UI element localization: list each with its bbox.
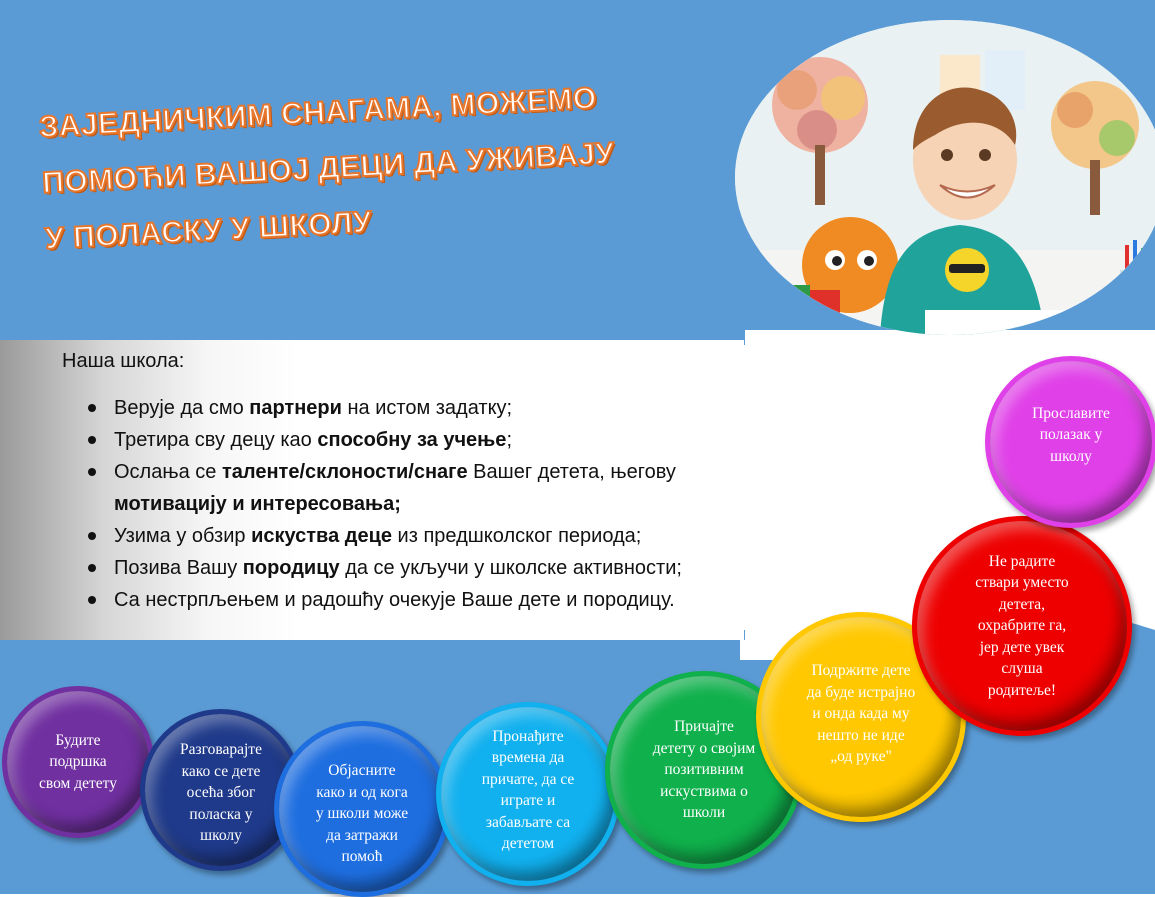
info-item-bold-text: мотивацију и интересовања; [114,493,401,515]
info-item-text: Позива Вашу [114,557,243,579]
headline-line-1: ЗАЈЕДНИЧКИМ СНАГАМА, МОЖЕМО [38,81,598,144]
tip-text-line: школи [682,804,726,822]
tip-text-line: слуша [1001,660,1043,678]
info-panel [0,340,744,640]
tip-text [653,716,756,824]
info-item-text: Верује да смо [114,397,250,419]
bullet-icon [88,532,96,540]
info-item-text: Вашег детета, његову [467,461,676,483]
info-item-text: да се укључи у школске активности; [339,557,682,579]
tip-text [807,660,915,768]
tip-text [180,739,262,847]
tip-text-line: и онда када му [812,705,910,723]
info-list-item [88,392,738,424]
tip-text-line: свом детету [39,774,117,792]
bullet-icon [88,596,96,604]
tip-text-line: дететом [501,835,555,852]
info-list [88,392,738,616]
tip-text-line: искуствима о [660,782,748,800]
tip-text-line: нешто не иде [817,726,905,744]
tip-circle [274,721,450,897]
tip-text-line: поласка у [189,805,253,823]
tip-text-line: позитивним [664,761,744,779]
tip-text-line: ствари уместо [975,574,1069,592]
tip-text-line: у школи може [315,805,409,823]
info-list-item [88,424,738,456]
info-item-bold-text: породицу [242,557,340,579]
tip-text-line: детета, [998,595,1046,613]
info-item-bold-text: искуства деце [251,525,392,547]
info-list-item [88,520,738,552]
tip-text-line: Будите [55,731,101,749]
tip-circle [985,356,1155,528]
info-title: Наша школа: [62,350,185,372]
info-list-item [88,456,738,520]
info-list-item [88,584,738,616]
bullet-icon [88,436,96,444]
tip-text-line: играте и [500,792,556,809]
info-item-text: из предшколског периода; [392,525,642,547]
bullet-icon [88,564,96,572]
tip-text-line: школу [200,827,242,845]
tip-text-line: Прославите [1032,404,1110,422]
tip-text-line: охрабрите га, [977,617,1067,635]
tip-text-line: полазак у [1039,426,1103,444]
tip-text-line: јер дете увек [979,638,1065,656]
info-item-text: Ослања се [114,461,222,483]
tip-text-line: забављате са [485,813,571,831]
tip-text-line: Причајте [674,718,734,736]
tip-text-line: „од руке" [830,748,892,766]
tip-text [975,551,1068,702]
info-item-text: на истом задатку; [341,397,513,419]
tip-circle [2,686,154,838]
tip-text-line: осећа због [186,784,256,802]
tip-circle [912,516,1132,736]
tip-text [39,730,117,795]
tip-text-line: родитеље! [987,681,1057,699]
tip-text-line: Пронађите [492,727,564,745]
headline [38,67,686,268]
tip-text [316,760,408,868]
tip-text-line: Подржите дете [811,662,911,680]
tip-text-line: подршка [49,753,107,771]
tip-circle [436,702,620,886]
info-item-bold-text: таленте/склоности/снаге [221,461,468,483]
child-photo [735,20,1155,335]
bullet-icon [88,468,96,476]
tip-text-line: како и од кога [316,783,408,801]
info-item-text: Третира сву децу као [114,429,318,451]
tip-text-line: причате, да се [481,770,575,788]
tip-text-line: да буде истрајно [806,683,916,701]
info-item-text: Са нестрпљењем и радошћу очекује Ваше дете и породицу. [114,589,675,611]
info-list-item [88,552,738,584]
tip-text [482,726,575,855]
bullet-icon [88,404,96,412]
tip-text-line: да затражи [326,826,398,844]
tip-text-line: помоћ [341,848,383,866]
tip-text-line: Објасните [328,762,396,780]
info-item-bold-text: партнери [249,397,342,419]
info-item-bold-text: способну за учење [317,429,507,451]
tip-text-line: детету о својим [652,739,756,757]
info-item-text: ; [506,429,512,451]
headline-line-2: ПОМОЋИ ВАШОЈ ДЕЦИ ДА УЖИВАЈУ [41,136,616,200]
tip-text-line: Разговарајте [180,741,262,759]
tip-text-line: времена да [491,749,565,766]
tip-text-line: школу [1050,447,1092,465]
headline-line-3: У ПОЛАСКУ У ШКОЛУ [44,205,373,256]
info-item-text: Узима у обзир [114,525,252,547]
tip-text [1032,403,1110,468]
tip-text-line: како се дете [181,762,261,780]
tip-text-line: Не радите [988,552,1056,570]
